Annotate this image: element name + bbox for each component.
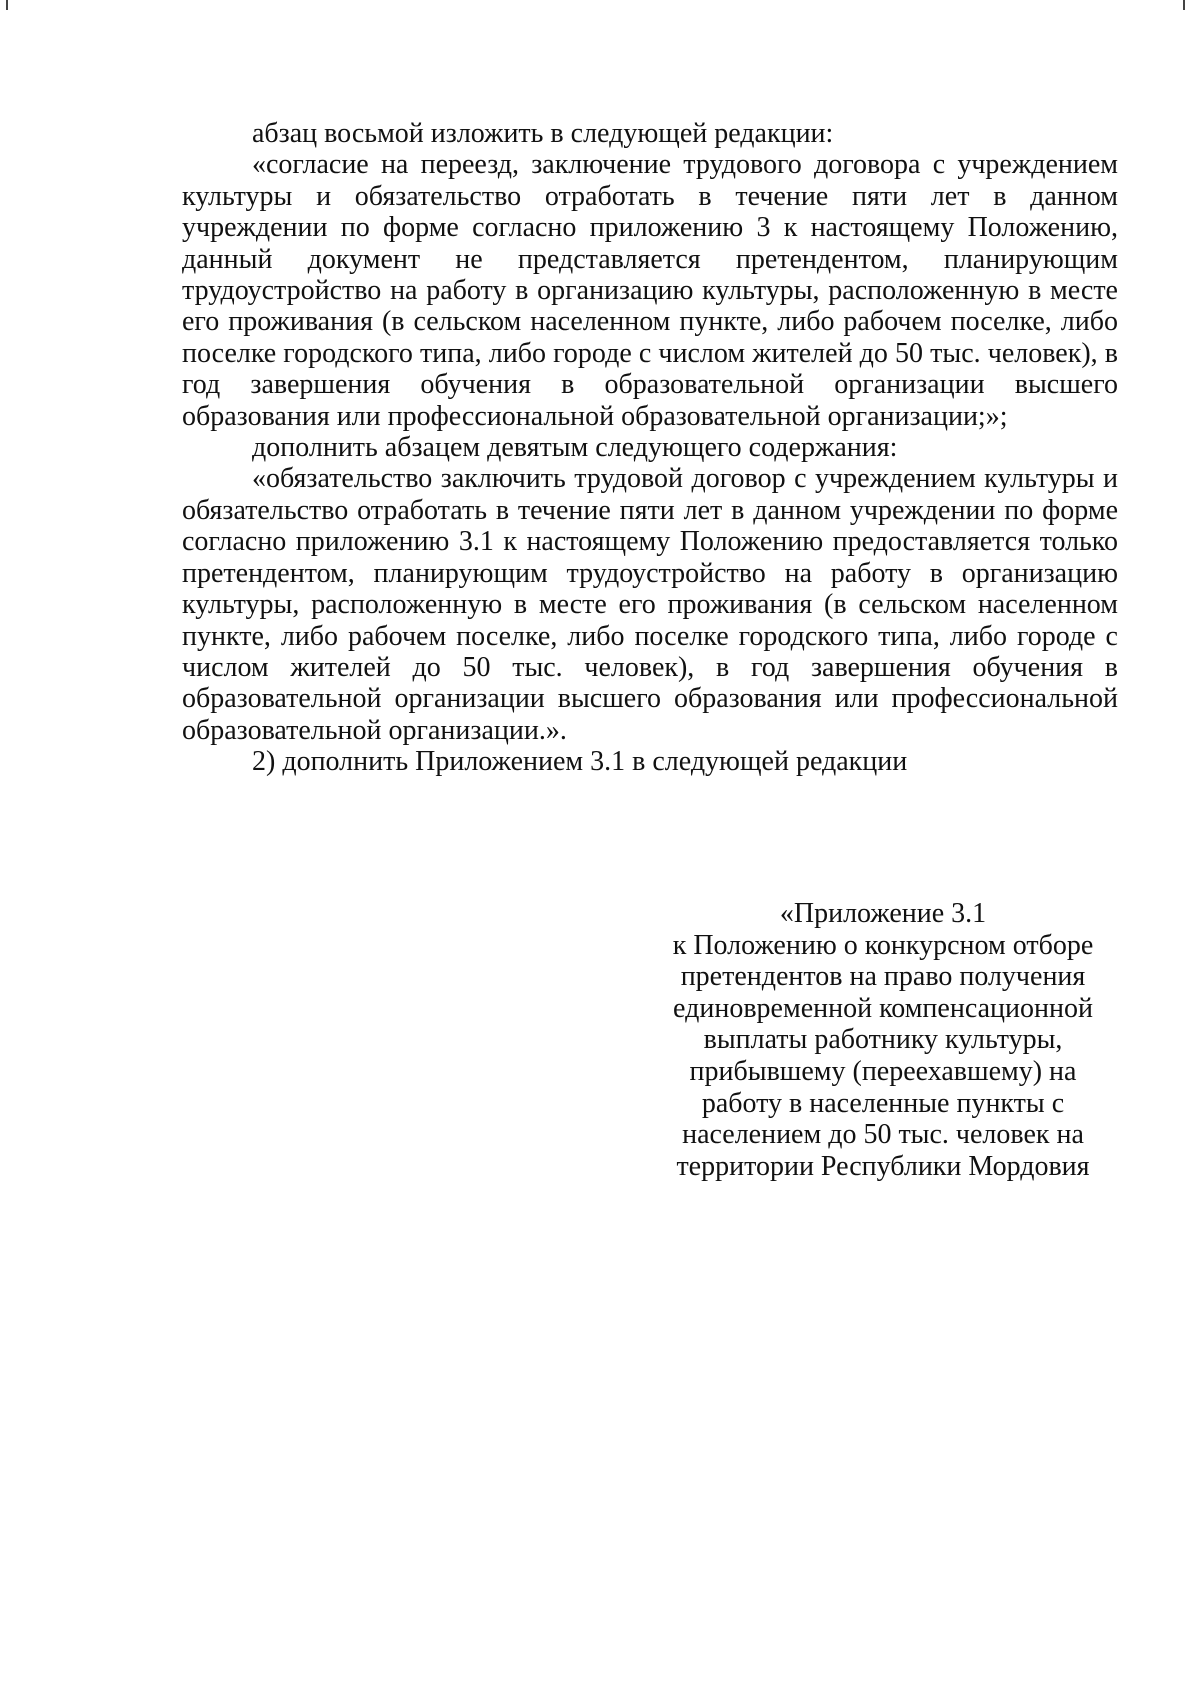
scan-edge-mark-right: [1183, 0, 1185, 10]
appendix-note-line: работу в населенные пункты с: [701, 1087, 1065, 1119]
scan-edge-mark-left: [6, 0, 8, 10]
appendix-header-block: [648, 898, 1118, 1182]
paragraph-eighth-paragraph-intro: абзац восьмой изложить в следующей редакции:: [252, 118, 834, 149]
appendix-title: «Приложение 3.1: [779, 898, 987, 929]
appendix-note-line: претендентов на право получения: [680, 961, 1086, 993]
paragraph-consent-to-relocate: «согласие на переезд, заключение трудового договора с учреждением культуры и обязательство отработать в течение пяти лет в данном учреждении по форме согласно приложению 3 к настоящему Положению, данный документ не представляется претендентом, планирующим трудоустройство на работу в организацию культуры, расположенную в месте его проживания (в сельском населенном пункте, либо рабочем поселке, либо поселке городского типа, либо городе с числом жителей до 50 тыс. человек), в год завершения обучения в образовательной организации высшего образования или профессиональной образовательной организации;»;: [182, 149, 1118, 432]
paragraph-ninth-paragraph-intro: дополнить абзацем девятым следующего содержания:: [252, 432, 898, 464]
appendix-note-line: выплаты работнику культуры,: [703, 1024, 1063, 1056]
document-body: [182, 118, 1118, 778]
paragraph-employment-obligation: «обязательство заключить трудовой договор с учреждением культуры и обязательство отработать в течение пяти лет в данном учреждении по форме согласно приложению 3.1 к настоящему Положению предоставляется только претендентом, планирующим трудоустройство на работу в организацию культуры, расположенную в месте его проживания (в сельском населенном пункте, либо рабочем поселке, либо поселке городского типа, либо городе с числом жителей до 50 тыс. человек), в год завершения обучения в образовательной организации высшего образования или профессиональной образовательной организации.».: [182, 463, 1118, 746]
appendix-note-line: прибывшему (переехавшему) на: [689, 1055, 1077, 1087]
appendix-note-line: единовременной компенсационной: [673, 992, 1093, 1024]
appendix-note-line: населением до 50 тыс. человек на: [682, 1119, 1084, 1151]
paragraph-add-appendix: 2) дополнить Приложением 3.1 в следующей редакции: [252, 746, 908, 778]
appendix-note-line: территории Республики Мордовия: [676, 1150, 1090, 1182]
appendix-note-line: к Положению о конкурсном отборе: [672, 929, 1094, 961]
